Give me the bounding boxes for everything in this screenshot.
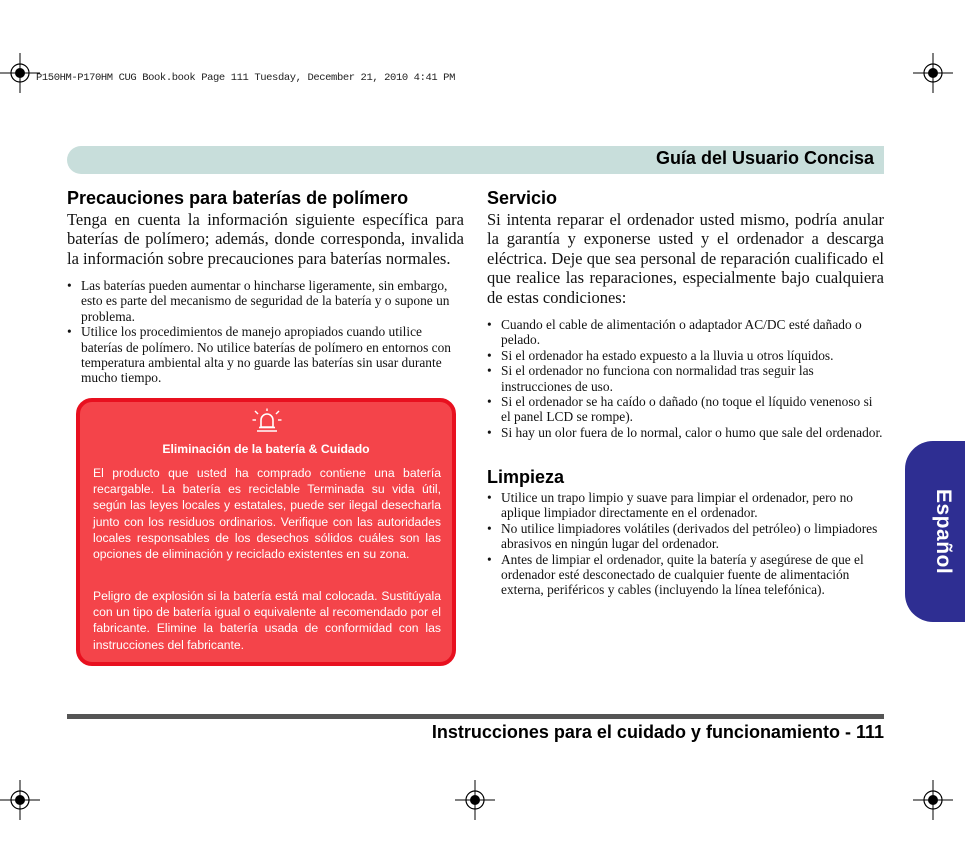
alarm-bell-icon — [252, 408, 282, 434]
registration-mark-top-left — [0, 53, 40, 93]
list-item: • No utilice limpiadores volátiles (derivados del petróleo) o limpiadores abrasivos en ningún lugar del ordenador. — [487, 520, 878, 552]
polymer-battery-list — [67, 278, 464, 386]
list-item: • Si el ordenador ha estado expuesto a la lluvia u otros líquidos. — [487, 347, 834, 363]
list-item: • Si el ordenador no funciona con normalidad tras seguir las instrucciones de uso. — [487, 363, 814, 394]
battery-disposal-warning — [76, 398, 456, 666]
registration-mark-top-right — [913, 53, 953, 93]
registration-mark-bottom-left — [0, 780, 40, 820]
language-tab-label: Español — [932, 488, 955, 575]
list-item: • Las baterías pueden aumentar o hincharse ligeramente, sin embargo, esto es parte del mecanismo de seguridad de la batería y o supone un problema. — [67, 278, 450, 324]
list-item: • Si el ordenador se ha caído o dañado (no toque el líquido venenoso si el panel LCD se rompe). — [487, 394, 873, 425]
footer-page-title: Instrucciones para el cuidado y funcionamiento - 111 — [431, 722, 884, 742]
header-title: Guía del Usuario Concisa — [655, 148, 874, 168]
list-item: • Antes de limpiar el ordenador, quite la batería y asegúrese de que el ordenador esté desconectado de cualquier fuente de alimentación externa, periféricos y cables (incluyendo la línea telefónica). — [487, 551, 864, 598]
list-item: • Utilice los procedimientos de manejo apropiados cuando utilice baterías de polímero. No utilice baterías de polímero en entornos con temperatura ambiental alta y no guarde las baterías sin usar durante mucho tiempo. — [67, 324, 451, 386]
registration-mark-bottom-right — [913, 780, 953, 820]
registration-mark-bottom-center — [455, 780, 495, 820]
header-bar — [67, 146, 884, 174]
list-item: • Cuando el cable de alimentación o adaptador AC/DC esté dañado o pelado. — [487, 317, 862, 348]
servicio-heading: Servicio — [487, 188, 558, 208]
servicio-intro: Si intenta reparar el ordenador usted mismo, podría anular la garantía y exponerse usted y el ordenador a descarga eléctrica. Deje que sea personal de reparación cualificado el que realice las reparaciones, especialmente bajo cualquiera de estas condiciones: — [487, 210, 884, 307]
polymer-battery-heading: Precauciones para baterías de polímero — [67, 188, 409, 208]
warning-paragraph-1: El producto que usted ha comprado contiene una batería recargable. La batería es reciclable Terminada su vida útil, según las leyes locales y estatales, puede ser ilegal desecharla junto con los residuos ordinarios. Verifique con las autoridades locales responsables de los desechos sólidos cuáles son las opciones de eliminación y reciclado existentes en su zona. — [93, 466, 441, 562]
limpieza-heading: Limpieza — [487, 467, 565, 487]
print-info: P150HM-P170HM CUG Book.book Page 111 Tuesday, December 21, 2010 4:41 PM — [36, 72, 455, 84]
servicio-list — [487, 317, 884, 440]
polymer-battery-intro: Tenga en cuenta la información siguiente específica para baterías de polímero; además, donde corresponda, invalida la información sobre precauciones para baterías normales. — [67, 210, 464, 268]
language-tab — [905, 441, 965, 622]
warning-title: Eliminación de la batería & Cuidado — [162, 442, 370, 456]
footer-rule — [67, 714, 884, 719]
list-item: • Si hay un olor fuera de lo normal, calor o humo que sale del ordenador. — [487, 424, 883, 440]
list-item: • Utilice un trapo limpio y suave para limpiar el ordenador, pero no aplique limpiador directamente en el ordenador. — [487, 490, 853, 521]
limpieza-list — [487, 490, 884, 598]
warning-paragraph-2: Peligro de explosión si la batería está mal colocada. Sustitúyala con un tipo de batería igual o equivalente al recomendado por el fabricante. Elimine la batería usada de conformidad con las instrucciones del fabricante. — [93, 589, 441, 652]
